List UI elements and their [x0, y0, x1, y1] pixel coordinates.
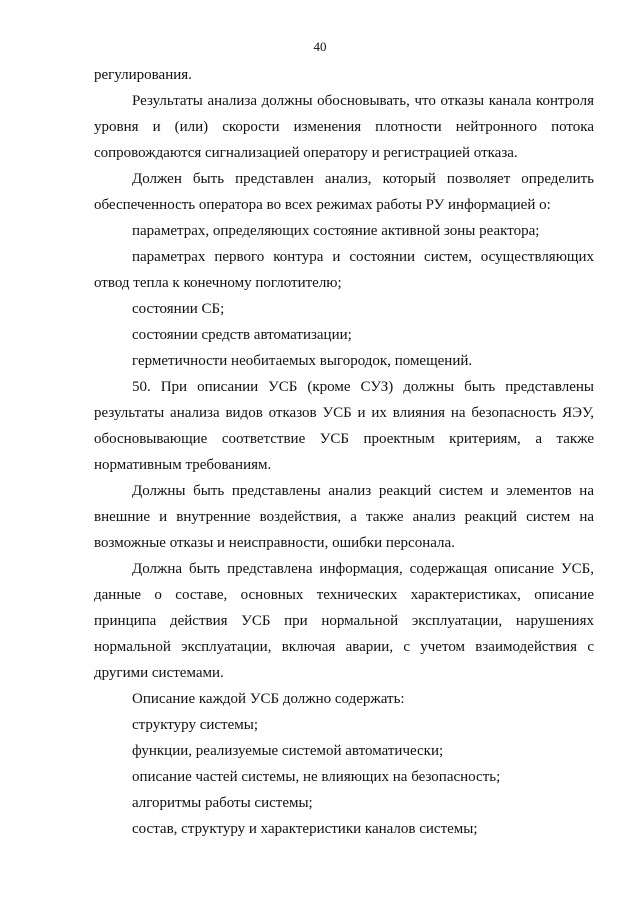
page-number: 40	[313, 39, 327, 54]
paragraph-description-contents: Описание каждой УСБ должно содержать:	[132, 691, 405, 707]
list-item-core-parameters: параметрах, определяющих состояние активной зоны реактора;	[132, 223, 540, 239]
paragraph-continuation: регулирования.	[94, 67, 192, 83]
paragraph-usb-information: Должна быть представлена информация, содержащая описание УСБ, данные о составе, основных технических характеристиках, описание принципа действия УСБ при нормальной эксплуатации, нарушениях нормальной эксплуатации, включая аварии, с учетом взаимодействия с другими системами.	[94, 561, 594, 681]
list-item-primary-circuit: параметрах первого контура и состоянии систем, осуществляющих отвод тепла к конечному поглотителю;	[94, 249, 594, 291]
document-body	[94, 62, 594, 842]
list-item-system-structure: структуру системы;	[132, 717, 258, 733]
list-item-system-functions: функции, реализуемые системой автоматически;	[132, 743, 444, 759]
paragraph-item-50: 50. При описании УСБ (кроме СУЗ) должны быть представлены результаты анализа видов отказов УСБ и их влияния на безопасность ЯЭУ, обосновывающие соответствие УСБ проектным критериям, а также нормативным требованиям.	[94, 379, 594, 473]
paragraph-analysis-results: Результаты анализа должны обосновывать, что отказы канала контроля уровня и (или) скорости изменения плотности нейтронного потока сопровождаются сигнализацией оператору и регистрацией отказа.	[94, 93, 594, 161]
list-item-tightness: герметичности необитаемых выгородок, помещений.	[132, 353, 473, 369]
list-item-sb-state: состоянии СБ;	[132, 301, 225, 317]
list-item-automation-state: состоянии средств автоматизации;	[132, 327, 352, 343]
list-item-non-safety-parts: описание частей системы, не влияющих на безопасность;	[132, 769, 501, 785]
list-item-channels: состав, структуру и характеристики каналов системы;	[132, 821, 478, 837]
paragraph-operator-information: Должен быть представлен анализ, который позволяет определить обеспеченность оператора во всех режимах работы РУ информацией о:	[94, 171, 594, 213]
list-item-algorithms: алгоритмы работы системы;	[132, 795, 313, 811]
paragraph-reaction-analysis: Должны быть представлены анализ реакций систем и элементов на внешние и внутренние воздействия, а также анализ реакций систем на возможные отказы и неисправности, ошибки персонала.	[94, 483, 594, 551]
